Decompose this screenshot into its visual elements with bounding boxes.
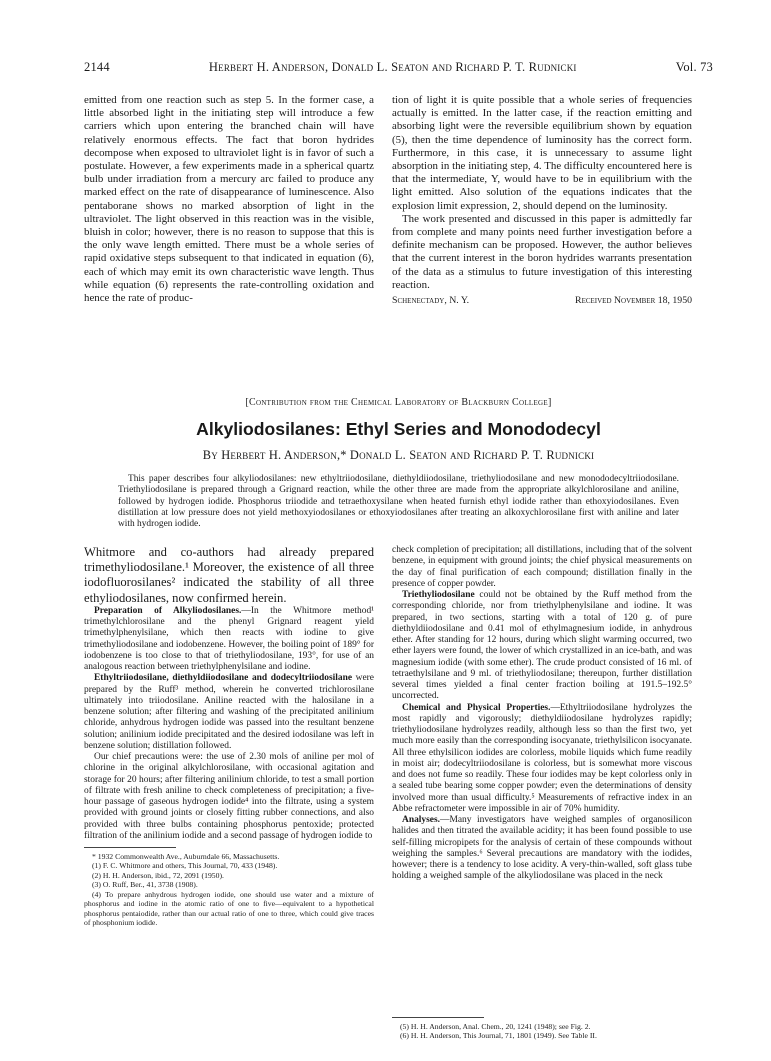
previous-article-signature [392,294,692,307]
body-text: were prepared by the Ruff³ method, wherein he converted trichlorosilane ultimately into triiodosilane. Aniline reacted with the halosilane in a benzene solution; after filtering and washing of the precipitated anilinium chloride, anhydrous hydrogen iodide was passed into the resultant benzene solution; anilinium iodide precipitated and the desired iodosilane was left in benzene solution; distillation followed. [84,673,374,751]
footnote: (2) H. H. Anderson, ibid., 72, 2091 (1950). [92,870,224,880]
page-number: 2144 [84,60,110,74]
footnote: (6) H. H. Anderson, This Journal, 71, 1801 (1949). See Table II. [400,1031,597,1041]
section-heading: Triethyliodosilane [402,590,475,600]
previous-article-left-column [84,94,374,305]
running-header [84,60,713,75]
body-paragraph [84,606,374,674]
body-paragraph: check completion of precipitation; all distillations, including that of the solvent benzene, in equipment with ground joints; the chief physical measurements on the day of final purification of each compound; distillation finally in the presence of copper powder. [392,545,692,589]
right-footnotes [392,1012,692,1041]
previous-article-paragraph: tion of light it is quite possible that a whole series of frequencies actually is emitted. In the latter case, if the reaction emitting and absorbing light were the reversible equilibrium shown by equation (5), then the time dependence of luminosity has the correct form. Furthermore, in this case, it is unnecessary to assume light absorption in the initiating step, 4. The difficulty encountered here is that the intermediate, Y, would have to be in equilibrium with the light emitted. Also solution of the equations indicates that the explosion limit expression, 2, should depend on the luminosity. [392,94,692,212]
previous-article-place: Schenectady, N. Y. [392,295,470,307]
contribution-line: [Contribution from the Chemical Laboratory of Blackburn College] [245,397,552,408]
body-paragraph: Our chief precautions were: the use of 2.30 mols of aniline per mol of chlorine in the original alkylchlorosilane, with occasional agitation and storage for 20 hours; after filtering anilinium chloride, to test a small portion of filtrate with fresh aniline to check completeness of precipitation; a five-hour passage of gaseous hydrogen iodide⁴ into the filtrate, using a system provided with ground joints or closely fitting rubber connections, and also provided with three bulbs containing phosphorus pentoxide; protected filtration of the anilinium iodide and a second passage of hydrogen iodide to [84,752,374,841]
section-heading: Analyses. [402,815,441,825]
volume-number: Vol. 73 [675,60,713,74]
article-byline: By Herbert H. Anderson,* Donald L. Seaton and Richard P. T. Rudnicki [202,448,595,462]
article-right-column [392,545,692,883]
body-paragraph [392,815,692,883]
running-header-authors: Herbert H. Anderson, Donald L. Seaton and Richard P. T. Rudnicki [208,60,577,74]
article-abstract: This paper describes four alkyliodosilanes: new ethyltriiodosilane, diethyldiiodosilane, triethyliodosilane and new monododecyltriiodosilane. Triethyliodosilane is prepared through a Grignard reaction, while the other three are made from the appropriate alkylchlorosilane and aniline, followed by hydrogen iodide. Phosphorus triiodide and tetraethoxysilane when heated furnish ethyl iodide rather than ethoxyiodosilanes. Even distillation at low pressure does not yield methoxyiodosilanes or ethoxyiodosilanes after treating an alkoxychlorosilane first with aniline and later with hydrogen iodide. [118,474,679,530]
body-text: could not be obtained by the Ruff method from the corresponding chloride, nor from triethylphenylsilane and iodine. It was prepared, in two sections, starting with a total of 120 g. of pure diethyldiiodosilane and 0.41 mol of ethylmagnesium iodide, in anhydrous ether. After standing for 12 hours, during which slight warming occurred, two ether layers were found, the lower of which crystallized in an ice-bath, and was magnesium iodide (with some ether). The crude product consisted of 16 ml. of tetraethylsilane and 9 ml. of triethyliodosilane; thereupon, further distillation several times yielded a final center fraction boiling at 191.5–192.5° uncorrected. [392,590,692,702]
article-left-column [84,545,374,927]
previous-article-paragraph: The work presented and discussed in this paper is admittedly far from complete and many points need further investigation before a definite mechanism can be proposed. However, the author believes that the current interest in the boron hydrides warrants presentation of the data as a stimulus to future investigation of this interesting reaction. [392,212,692,291]
footnote: (5) H. H. Anderson, Anal. Chem., 20, 1241 (1948); see Fig. 2. [400,1022,591,1031]
previous-article-right-column [392,94,692,307]
footnote: * 1932 Commonwealth Ave., Auburndale 66, Massachusetts. [92,852,280,862]
article-title: Alkyliodosilanes: Ethyl Series and Monododecyl [196,419,601,439]
body-paragraph [392,703,692,816]
body-paragraph [84,673,374,752]
section-heading: Chemical and Physical Properties. [402,702,551,713]
previous-article-received-date: Received November 18, 1950 [575,295,692,307]
footnote: (4) To prepare anhydrous hydrogen iodide, one should use water and a mixture of phosphorus and iodine in the atomic ratio of one to five—equivalent to a hypothetical phosphorus pentaiodide, rather than our actual ratio of one to three, which could give traces of phosphonium iodide. [84,889,374,927]
body-text: —Many investigators have weighed samples of organosilicon halides and then titrated the available acidity; it has been found possible to use self-filling micropipets for the analysis of certain of these compounds without weighing the samples.⁶ Several precautions are mandatory with the iodides, however; there is a tendency to lose acidity. A very-thin-walled, soft glass tube holding a weighed sample of the alkyliodosilane was placed in the neck [392,815,692,882]
footnote-divider [84,847,176,848]
body-paragraph [392,590,692,703]
section-heading: Preparation of Alkyliodosilanes. [94,605,242,616]
body-text: —In the Whitmore method¹ trimethylchlorosilane and the phenyl Grignard reagent yield trimethylphenylsilane, which then reacts with iodine to give trimethyliodosilane and iodobenzene. However, the boiling point of 189° for iodobenzene is too close to that of triethyliodosilane, 193°, for use of an analogous reaction between triethylphenylsilane and iodine. [84,605,374,673]
footnote-divider [392,1017,484,1018]
footnote: (1) F. C. Whitmore and others, This Journal, 70, 433 (1948). [92,861,278,871]
body-text: —Ethyltriiodosilane hydrolyzes the most rapidly and vigorously; diethyldiiodosilane hydrolyzes rapidly; triethyliodosilane hydrolyzes readily, although less so than the first two, yet much more easily than the corresponding isocyanate, triethylsilicon isocyanate. All three ethylsilicon iodides are colorless, mobile liquids which fume readily in moist air; dodecyltriiodosilane is colorless, but is somewhat more viscous and does not fume so readily. These four iodides may be kept colorless only in a sealed tube bearing some copper powder; even the determinations of density involved more than usual difficulty.⁵ Measurements of refractive index in an Abbe refractometer were impossible in air of 70% humidity. [392,702,692,814]
lead-paragraph: Whitmore and co-authors had already prepared trimethyliodosilane.¹ Moreover, the existence of all three iodofluorosilanes² indicated the stability of all three ethyliodosilanes, now confirmed herein. [84,545,374,605]
previous-article-paragraph: emitted from one reaction such as step 5. In the former case, a little absorbed light in the initiating step will introduce a few carriers which upon entering the branched chain will have relatively enormous effects. The fact that boron hydrides decompose when exposed to ultraviolet light is in favor of such a postulate. However, a few experiments made in a spherical quartz bulb under irradiation from a mercury arc failed to produce any marked effect on the rate of disappearance of luminescence. Also pentaborane shows no marked absorption of light in the ultraviolet. The light observed in this reaction was in the visible, bluish in color; however, there is no reason to suppose that this is the only wave length emitted. There must be a whole series of rapid oxidative steps subsequent to that indicated in equation (6), each of which may emit its own characteristic wave length. Thus while equation (6) represents the rate-controlling oxidation and hence the rate of produc- [84,94,374,305]
footnote: (3) O. Ruff, Ber., 41, 3738 (1908). [92,880,198,890]
section-heading: Ethyltriiodosilane, diethyldiiodosilane and dodecyltriiodosilane [94,673,353,684]
